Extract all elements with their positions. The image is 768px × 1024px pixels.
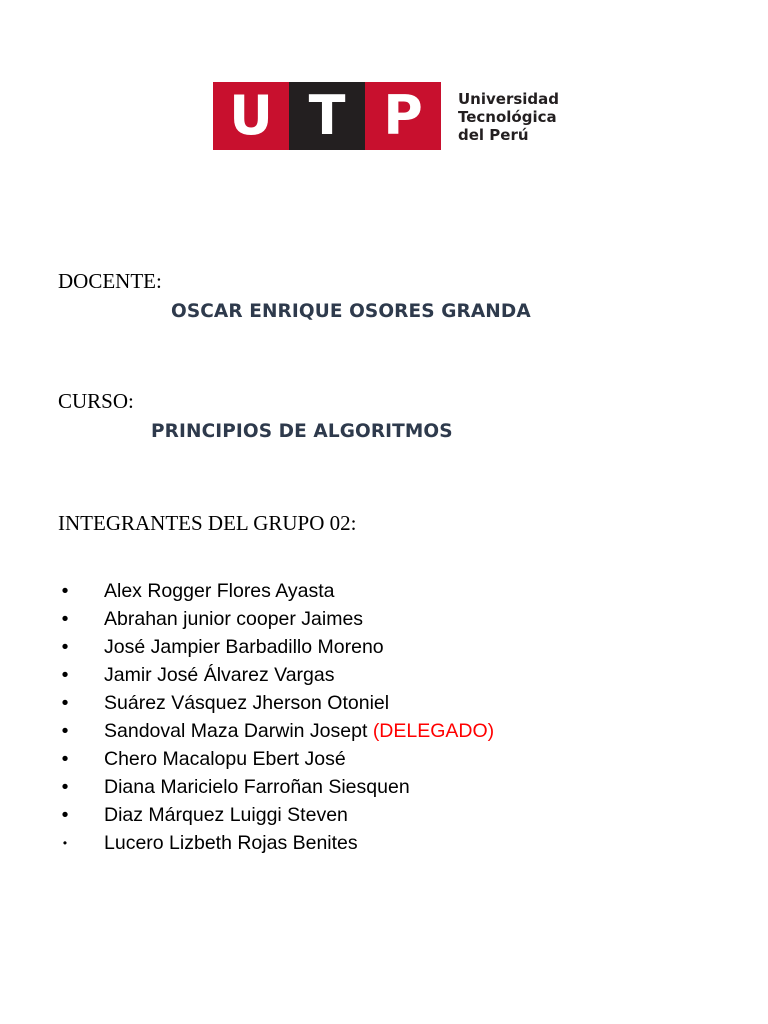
curso-label: CURSO: bbox=[58, 389, 134, 413]
bullet: • bbox=[61, 664, 69, 686]
logo-letter-t: T bbox=[289, 82, 365, 150]
member-name: Sandoval Maza Darwin Josept bbox=[104, 720, 373, 742]
curso-name: PRINCIPIOS DE ALGORITMOS bbox=[151, 421, 453, 442]
university-name-line-2: Tecnológica bbox=[458, 108, 557, 126]
member-name: Chero Macalopu Ebert José bbox=[104, 748, 346, 770]
member-name: Abrahan junior cooper Jaimes bbox=[104, 608, 364, 630]
logo-letter-u: U bbox=[213, 82, 289, 150]
member-name: Alex Rogger Flores Ayasta bbox=[104, 580, 335, 602]
bullet: • bbox=[61, 804, 69, 826]
bullet: • bbox=[61, 692, 69, 714]
university-name bbox=[458, 90, 559, 144]
member-name: Jamir José Álvarez Vargas bbox=[104, 664, 335, 686]
docente-label: DOCENTE: bbox=[58, 269, 162, 293]
university-name-line-3: del Perú bbox=[458, 126, 529, 144]
bullet: • bbox=[61, 580, 69, 602]
bullet: • bbox=[61, 776, 69, 798]
bullet: • bbox=[61, 636, 69, 658]
member-name: Suárez Vásquez Jherson Otoniel bbox=[104, 692, 390, 714]
delegate-tag: (DELEGADO) bbox=[372, 720, 495, 742]
member-name: Diaz Márquez Luiggi Steven bbox=[104, 804, 348, 826]
member-name: Lucero Lizbeth Rojas Benites bbox=[104, 832, 358, 854]
bullet: • bbox=[61, 720, 69, 742]
bullet: • bbox=[61, 608, 69, 630]
docente-name: OSCAR ENRIQUE OSORES GRANDA bbox=[171, 301, 531, 322]
grupo-label: INTEGRANTES DEL GRUPO 02: bbox=[58, 511, 357, 535]
member-name: Diana Maricielo Farroñan Siesquen bbox=[104, 776, 410, 798]
logo-letter-p: P bbox=[365, 82, 441, 150]
bullet: • bbox=[61, 748, 69, 770]
university-name-line-1: Universidad bbox=[458, 90, 560, 108]
utp-logo bbox=[213, 82, 441, 150]
member-name: José Jampier Barbadillo Moreno bbox=[104, 636, 384, 658]
bullet: • bbox=[62, 836, 68, 850]
